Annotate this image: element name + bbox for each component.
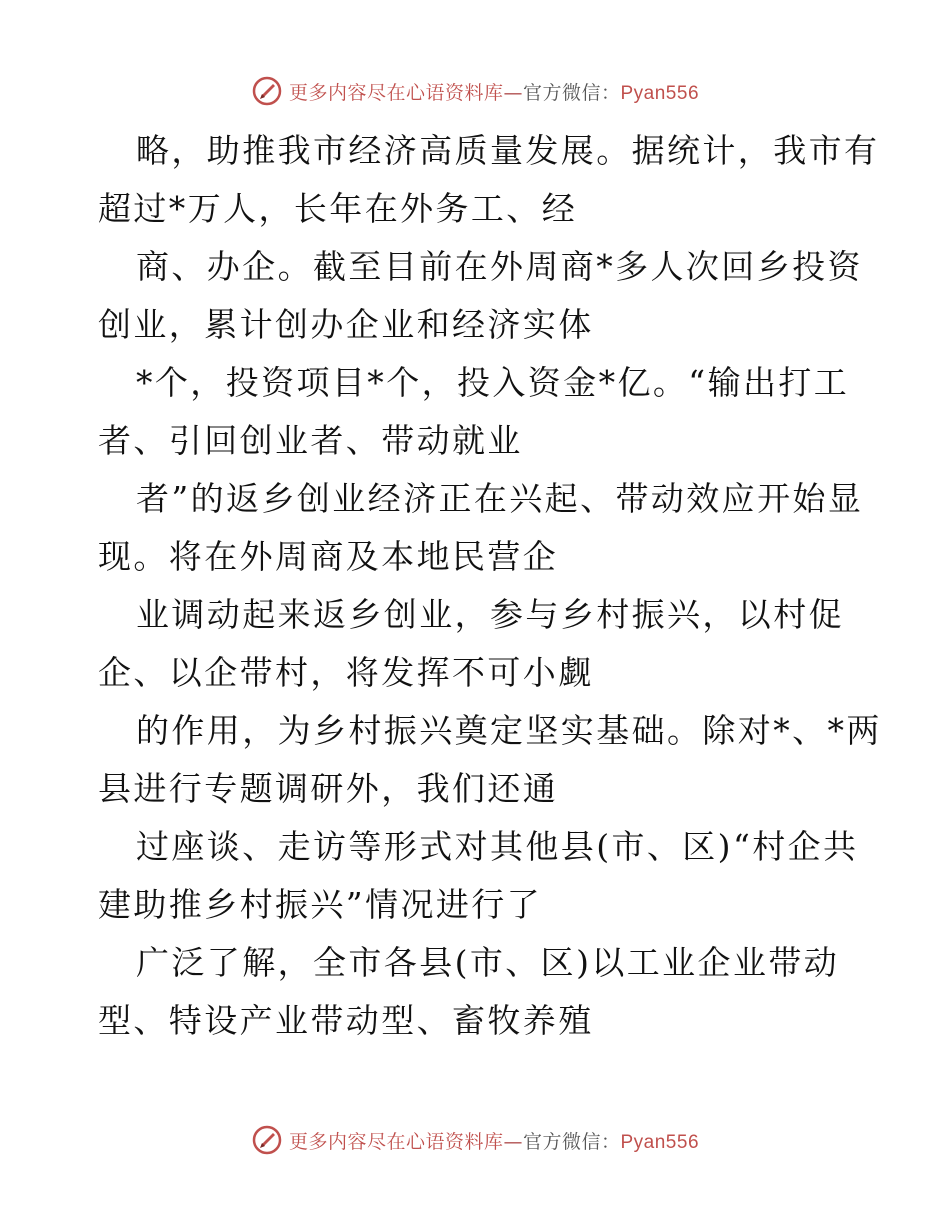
watermark-separator: — — [503, 81, 523, 104]
text-line: 超过*万人，长年在外务工、经 — [98, 189, 578, 228]
text-line: 者、引回创业者、带动就业 — [98, 421, 523, 460]
watermark-separator: — — [503, 1130, 523, 1153]
text-line: 者”的返乡创业经济正在兴起、带动效应开始显 — [136, 479, 864, 518]
watermark-text — [289, 78, 699, 105]
logo-icon — [251, 1124, 283, 1156]
text-line: 业调动起来返乡创业，参与乡村振兴，以村促 — [136, 595, 844, 634]
document-body — [98, 122, 882, 1050]
watermark-site-text: 更多内容尽在心语资料库 — [288, 1130, 504, 1153]
logo-icon — [251, 75, 283, 107]
text-line: 企、以企带村，将发挥不可小觑 — [98, 653, 594, 692]
text-line: 创业，累计创办企业和经济实体 — [98, 305, 594, 344]
watermark-wechat-id: Pyan556 — [620, 82, 700, 104]
watermark-official-label: 官方微信： — [522, 81, 621, 104]
text-line: 型、特设产业带动型、畜牧养殖 — [98, 1001, 594, 1040]
watermark-site-text: 更多内容尽在心语资料库 — [288, 81, 504, 104]
text-line: *个，投资项目*个，投入资金*亿。“输出打工 — [136, 363, 850, 402]
text-line: 现。将在外周商及本地民营企 — [98, 537, 559, 576]
text-line: 商、办企。截至目前在外周商*多人次回乡投资 — [136, 247, 863, 286]
watermark-official-label: 官方微信： — [522, 1130, 621, 1153]
footer-watermark — [0, 1120, 950, 1160]
text-line: 略，助推我市经济高质量发展。据统计，我市有 — [136, 131, 880, 170]
text-line: 过座谈、走访等形式对其他县(市、区)“村企共 — [136, 827, 859, 866]
text-line: 建助推乡村振兴”情况进行了 — [98, 885, 543, 924]
watermark-wechat-id: Pyan556 — [620, 1131, 700, 1153]
watermark-text — [289, 1127, 699, 1154]
text-line: 广泛了解，全市各县(市、区)以工业企业带动 — [136, 943, 840, 982]
text-line: 县进行专题调研外，我们还通 — [98, 769, 559, 808]
header-watermark — [0, 71, 950, 111]
text-line: 的作用，为乡村振兴奠定坚实基础。除对*、*两 — [136, 711, 882, 750]
